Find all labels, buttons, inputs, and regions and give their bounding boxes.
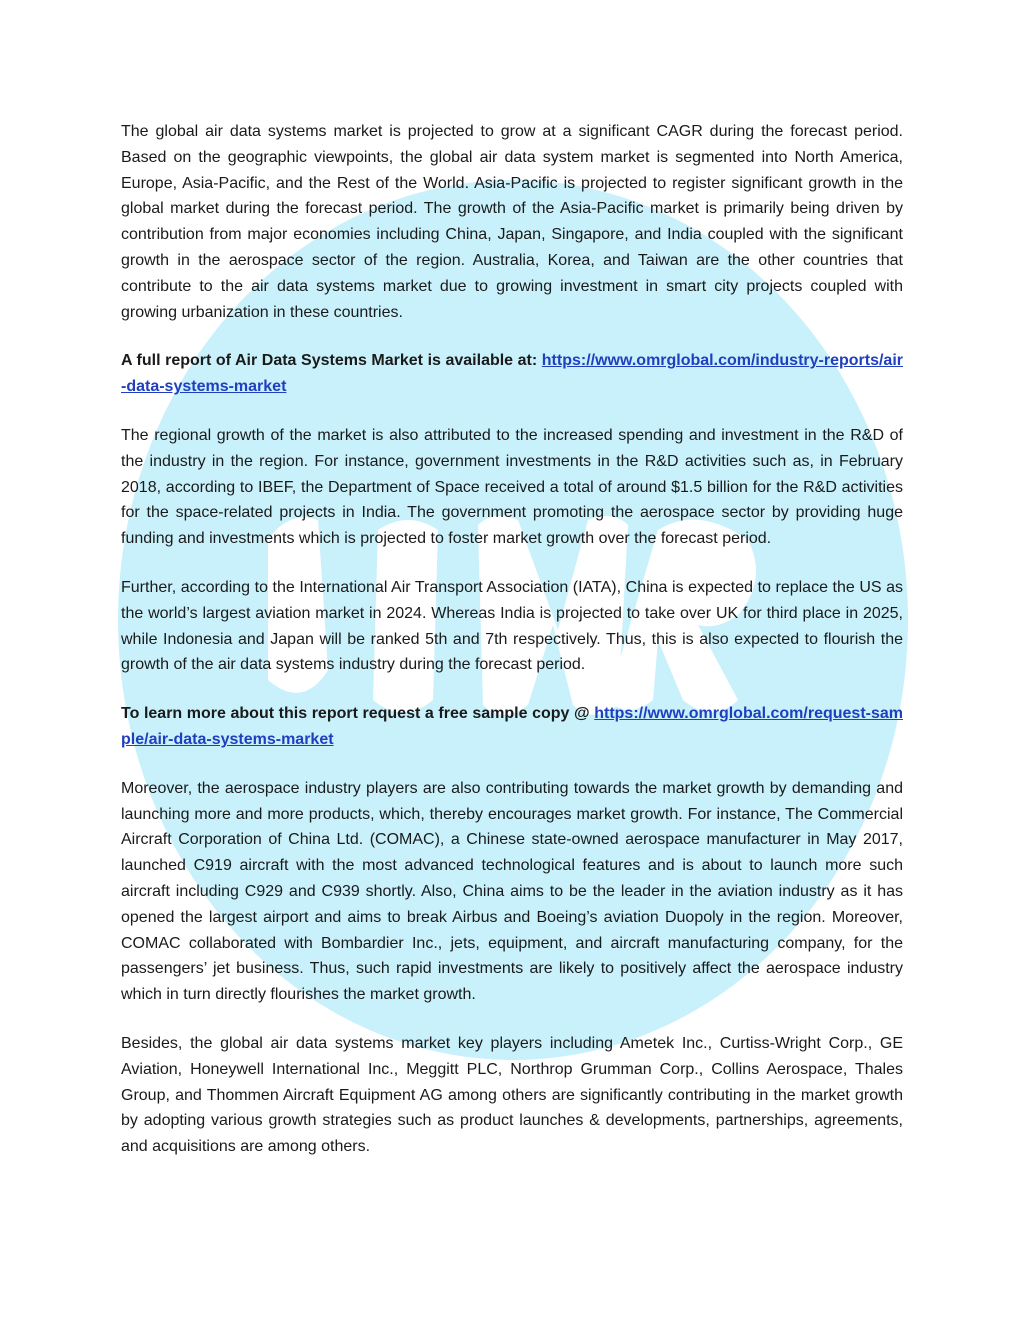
paragraph-market-overview: The global air data systems market is projected to grow at a significant CAGR during the forecast period. Based on the geographic viewpoints, the global air data system market is segmented into North America, Europe, Asia-Pacific, and the Rest of the World. Asia-Pacific is projected to register significant growth in the global market during the forecast period. The growth of the Asia-Pacific market is primarily being driven by contribution from major economies including China, Japan, Singapore, and India coupled with the significant growth in the aerospace sector of the region. Australia, Korea, and Taiwan are the other countries that contribute to the air data systems market due to growing investment in smart city projects coupled with growing urbanization in these countries. [121, 123, 903, 321]
report-link[interactable]: https://www.omrglobal.com/industry-reports/air-data-systems-market [121, 352, 903, 396]
paragraph-key-players: Besides, the global air data systems market key players including Ametek Inc., Curtiss-Wright Corp., GE Aviation, Honeywell International Inc., Meggitt PLC, Northrop Grumman Corp., Collins Aerospace, Thales Group, and Thommen Aircraft Equipment AG among others are significantly contributing in the market growth by adopting various growth strategies such as product launches & developments, partnerships, agreements, and acquisitions are among others. [121, 1034, 903, 1156]
sample-link[interactable]: https://www.omrglobal.com/request-sample/air-data-systems-market [121, 705, 903, 748]
paragraph-regional-growth: The regional growth of the market is also attributed to the increased spending and investment in the R&D of the industry in the region. For instance, government investments in the R&D activities such as, in February 2018, according to IBEF, the Department of Space received a total of around $1.5 billion for the R&D activities for the space-related projects in India. The government promoting the aerospace sector by providing huge funding and investments which is projected to foster market growth over the forecast period. [121, 426, 903, 548]
paragraph-aerospace-players: Moreover, the aerospace industry players are also contributing towards the market growth by demanding and launching more and more products, which, thereby encourages market growth. For instance, The Commercial Aircraft Corporation of China Ltd. (COMAC), a Chinese state-owned aerospace manufacturer in May 2017, launched C919 aircraft with the most advanced technological features and is about to launch more such aircraft including C929 and C939 shortly. Also, China aims to be the leader in the aviation industry as it has opened the largest airport and aims to break Airbus and Boeing’s aviation Duopoly in the region. Moreover, COMAC collaborated with Bombardier Inc., jets, equipment, and aircraft manufacturing company, for the passengers’ jet business. Thus, such rapid investments are likely to positively affect the aerospace industry which in turn directly flourishes the market growth. [121, 779, 903, 1004]
paragraph-iata: Further, according to the International Air Transport Association (IATA), China is expected to replace the US as the world’s largest aviation market in 2024. Whereas India is projected to take over UK for third place in 2025, while Indonesia and Japan will be ranked 5th and 7th respectively. Thus, this is also expected to flourish the growth of the air data systems industry during the forecast period. [121, 578, 903, 674]
sample-cta-text: To learn more about this report request a free sample copy @ [121, 705, 595, 723]
sample-cta [121, 701, 903, 753]
report-cta-text: A full report of Air Data Systems Market is available at: [121, 352, 542, 370]
document-page [121, 119, 903, 1183]
report-cta [121, 348, 903, 400]
